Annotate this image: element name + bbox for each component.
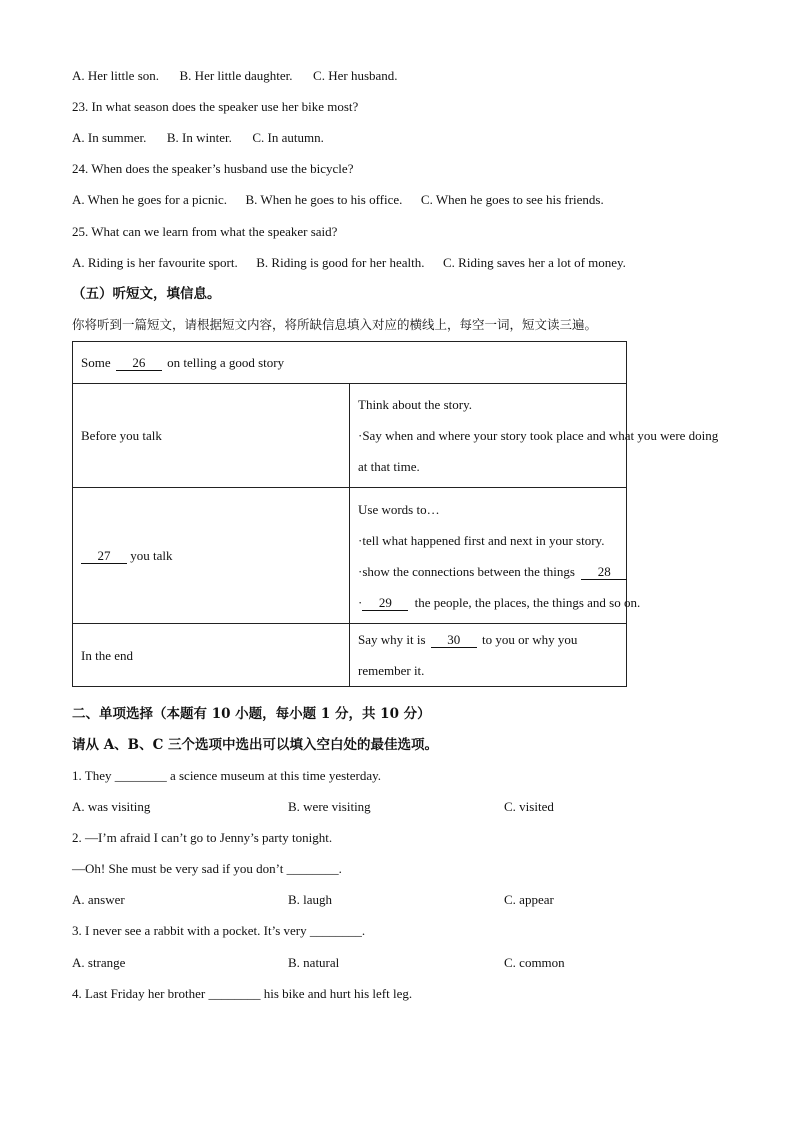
line-text: the people, the places, the things and so on. (414, 594, 641, 610)
option-b[interactable]: B. laugh (288, 892, 333, 907)
line-text: to you or why you remember it. (358, 632, 578, 678)
blank-29[interactable]: 29 (362, 596, 408, 611)
row-label-while (73, 488, 350, 624)
option-a[interactable]: A. strange (72, 955, 126, 970)
line-text: ·show the connections between the things (358, 563, 575, 579)
table-row (73, 624, 627, 687)
option-b[interactable]: B. were visiting (288, 799, 371, 814)
question-24: 24. When does the speaker’s husband use the bicycle? (72, 161, 354, 176)
option-a[interactable]: A. Riding is her favourite sport. (72, 255, 238, 270)
content-line (358, 556, 618, 587)
part-2-instruction: 请从 A、B、C 三个选项中选出可以填入空白处的最佳选项。 (72, 737, 439, 753)
option-a[interactable]: A. Her little son. (72, 68, 160, 83)
option-c[interactable]: C. appear (504, 892, 554, 907)
title-text-post: on telling a good story (167, 355, 285, 370)
option-b[interactable]: B. Her little daughter. (179, 68, 293, 83)
blank-26[interactable]: 26 (116, 356, 162, 371)
question-2-line-2: —Oh! She must be very sad if you don’t ________. (72, 861, 342, 876)
line-text: Say why it is (358, 632, 426, 647)
option-a[interactable]: A. When he goes for a picnic. (72, 192, 227, 207)
row-label-end: In the end (73, 624, 350, 687)
q23-options (72, 130, 324, 146)
option-c[interactable]: C. When he goes to see his friends. (420, 192, 604, 207)
option-a[interactable]: A. answer (72, 892, 125, 907)
content-line: Use words to… (358, 501, 440, 517)
content-line (358, 587, 641, 618)
option-a[interactable]: A. was visiting (72, 799, 151, 814)
q22-options (72, 68, 398, 84)
q24-options (72, 192, 604, 208)
content-line: ·tell what happened first and next in your story. (358, 532, 605, 548)
q25-options (72, 255, 626, 271)
question-3: 3. I never see a rabbit with a pocket. It’s very ________. (72, 923, 366, 938)
question-1: 1. They ________ a science museum at this time yesterday. (72, 768, 382, 783)
blank-28[interactable]: 28 (581, 565, 627, 580)
section-5-instruction: 你将听到一篇短文，请根据短文内容，将所缺信息填入对应的横线上，每空一词，短文读三遍。 (72, 317, 598, 332)
question-23: 23. In what season does the speaker use her bike most? (72, 99, 359, 114)
table-title-cell (73, 342, 627, 384)
option-b[interactable]: B. Riding is good for her health. (256, 255, 425, 270)
bullet: · (358, 594, 363, 610)
question-2-line-1: 2. —I’m afraid I can’t go to Jenny’s party tonight. (72, 830, 333, 845)
label-text: you talk (130, 548, 173, 563)
question-25: 25. What can we learn from what the speaker said? (72, 224, 338, 239)
blank-27[interactable]: 27 (81, 549, 127, 564)
content-line: ·Say when and where your story took place and what you were doing (358, 428, 719, 443)
option-a[interactable]: A. In summer. (72, 130, 147, 145)
option-c[interactable]: C. Her husband. (313, 68, 398, 83)
info-table (72, 341, 719, 687)
option-b[interactable]: B. In winter. (166, 130, 232, 145)
question-4: 4. Last Friday her brother ________ his bike and hurt his left leg. (72, 986, 413, 1001)
option-c[interactable]: C. Riding saves her a lot of money. (443, 255, 626, 270)
section-5-heading: （五）听短文，填信息。 (72, 286, 221, 302)
row-content-while (350, 488, 641, 624)
option-c[interactable]: C. common (504, 955, 565, 970)
option-b[interactable]: B. natural (288, 955, 340, 970)
part-2-heading: 二、单项选择（本题有 10 小题，每小题 1 分，共 10 分） (72, 706, 431, 722)
blank-30[interactable]: 30 (431, 633, 477, 648)
option-c[interactable]: C. In autumn. (252, 130, 324, 145)
table-row (73, 342, 627, 384)
option-b[interactable]: B. When he goes to his office. (245, 192, 403, 207)
row-content-end (350, 624, 627, 687)
option-c[interactable]: C. visited (504, 799, 554, 814)
content-line: at that time. (358, 459, 420, 474)
table-row (73, 384, 627, 488)
row-label-before: Before you talk (73, 384, 350, 488)
content-line: Think about the story. (358, 397, 472, 412)
table-row (73, 488, 627, 624)
title-text-pre: Some (81, 355, 111, 370)
row-content-before (350, 384, 719, 488)
